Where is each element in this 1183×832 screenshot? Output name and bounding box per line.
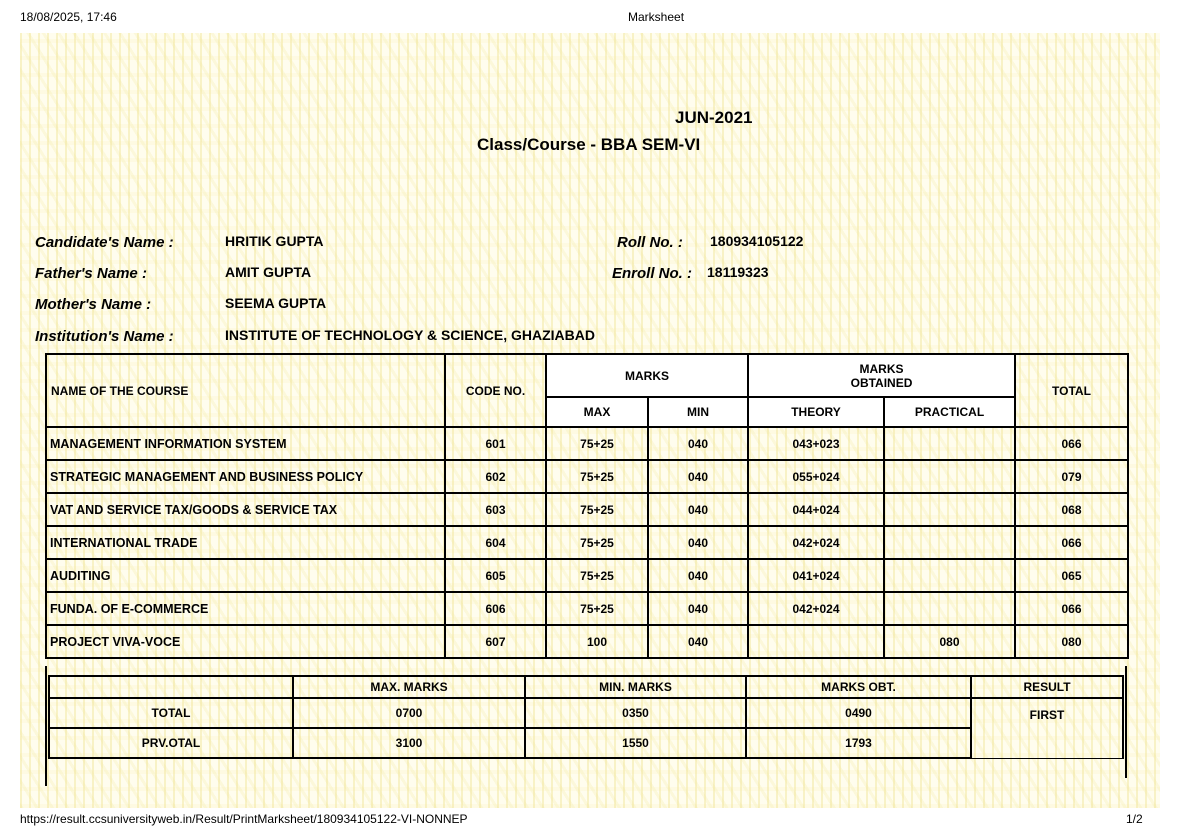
- cell-total: 080: [1015, 625, 1128, 658]
- summary-table-body: [49, 698, 1123, 758]
- cell-course: VAT AND SERVICE TAX/GOODS & SERVICE TAX: [46, 493, 445, 526]
- cell-practical: [884, 559, 1015, 592]
- print-datetime: 18/08/2025, 17:46: [20, 10, 117, 24]
- header-theory: THEORY: [748, 397, 884, 427]
- course-row: [46, 427, 1128, 460]
- cell-total: 066: [1015, 526, 1128, 559]
- cell-min: 040: [648, 526, 748, 559]
- header-min: MIN: [648, 397, 748, 427]
- summary-cell-obt: 1793: [746, 728, 971, 758]
- cell-code: 601: [445, 427, 546, 460]
- cell-code: 606: [445, 592, 546, 625]
- summary-cell-min: 0350: [525, 698, 746, 728]
- cell-course: FUNDA. OF E-COMMERCE: [46, 592, 445, 625]
- candidate-name-value: HRITIK GUPTA: [225, 233, 324, 249]
- cell-max: 75+25: [546, 526, 648, 559]
- cell-max: 75+25: [546, 559, 648, 592]
- header-code-no: CODE NO.: [445, 354, 546, 427]
- print-footer-url: https://result.ccsuniversityweb.in/Result/PrintMarksheet/180934105122-VI-NONNEP: [20, 812, 468, 826]
- cell-practical: [884, 460, 1015, 493]
- cell-max: 100: [546, 625, 648, 658]
- summary-header-min-marks: MIN. MARKS: [525, 676, 746, 698]
- cell-code: 602: [445, 460, 546, 493]
- summary-table: [48, 675, 1124, 759]
- cell-practical: [884, 526, 1015, 559]
- cell-min: 040: [648, 559, 748, 592]
- header-marks-obtained-group: [748, 354, 1015, 397]
- marks-table-body: [46, 427, 1128, 658]
- cell-min: 040: [648, 460, 748, 493]
- summary-header-result: RESULT: [971, 676, 1123, 698]
- institution-name-value: INSTITUTE OF TECHNOLOGY & SCIENCE, GHAZIABAD: [225, 327, 595, 343]
- cell-code: 607: [445, 625, 546, 658]
- marks-table: [45, 353, 1129, 659]
- result-value: FIRST: [971, 698, 1123, 758]
- course-row: [46, 493, 1128, 526]
- course-row: [46, 559, 1128, 592]
- course-row: [46, 526, 1128, 559]
- summary-header-max-marks: MAX. MARKS: [293, 676, 525, 698]
- summary-row: [49, 698, 1123, 728]
- cell-theory: 044+024: [748, 493, 884, 526]
- cell-course: STRATEGIC MANAGEMENT AND BUSINESS POLICY: [46, 460, 445, 493]
- cell-theory: 042+024: [748, 592, 884, 625]
- cell-max: 75+25: [546, 493, 648, 526]
- institution-name-label: Institution's Name :: [35, 328, 174, 345]
- cell-code: 603: [445, 493, 546, 526]
- print-document-title: Marksheet: [628, 10, 685, 24]
- header-marks-obtained-line2: OBTAINED: [850, 375, 913, 390]
- mother-name-value: SEEMA GUPTA: [225, 295, 327, 311]
- course-row: [46, 460, 1128, 493]
- header-marks-obtained-line1: MARKS: [859, 361, 904, 376]
- cell-min: 040: [648, 592, 748, 625]
- header-practical: PRACTICAL: [884, 397, 1015, 427]
- cell-theory: 042+024: [748, 526, 884, 559]
- cell-total: 066: [1015, 592, 1128, 625]
- summary-cell-label: PRV.OTAL: [49, 728, 293, 758]
- cell-course: INTERNATIONAL TRADE: [46, 526, 445, 559]
- summary-cell-min: 1550: [525, 728, 746, 758]
- cell-max: 75+25: [546, 427, 648, 460]
- summary-header-blank: [49, 676, 293, 698]
- cell-practical: 080: [884, 625, 1015, 658]
- cell-max: 75+25: [546, 592, 648, 625]
- cell-total: 066: [1015, 427, 1128, 460]
- cell-min: 040: [648, 427, 748, 460]
- mother-name-label: Mother's Name :: [35, 296, 152, 313]
- roll-no-value: 180934105122: [710, 233, 804, 249]
- cell-code: 605: [445, 559, 546, 592]
- candidate-name-label: Candidate's Name :: [35, 234, 174, 251]
- cell-theory: [748, 625, 884, 658]
- cell-max: 75+25: [546, 460, 648, 493]
- father-name-label: Father's Name :: [35, 265, 147, 282]
- cell-practical: [884, 427, 1015, 460]
- cell-theory: 041+024: [748, 559, 884, 592]
- summary-header-marks-obt: MARKS OBT.: [746, 676, 971, 698]
- class-course-title: Class/Course - BBA SEM-VI: [477, 135, 701, 154]
- header-max: MAX: [546, 397, 648, 427]
- cell-course: AUDITING: [46, 559, 445, 592]
- left-border-segment: [45, 666, 47, 786]
- father-name-value: AMIT GUPTA: [225, 264, 312, 280]
- cell-total: 068: [1015, 493, 1128, 526]
- cell-practical: [884, 493, 1015, 526]
- summary-cell-max: 0700: [293, 698, 525, 728]
- roll-no-label: Roll No. :: [617, 234, 683, 251]
- cell-theory: 043+023: [748, 427, 884, 460]
- enroll-no-label: Enroll No. :: [612, 265, 692, 282]
- summary-cell-obt: 0490: [746, 698, 971, 728]
- cell-theory: 055+024: [748, 460, 884, 493]
- summary-cell-max: 3100: [293, 728, 525, 758]
- print-page-indicator: 1/2: [1126, 812, 1143, 826]
- cell-course: PROJECT VIVA-VOCE: [46, 625, 445, 658]
- course-row: [46, 625, 1128, 658]
- course-row: [46, 592, 1128, 625]
- summary-row: [49, 728, 1123, 758]
- header-course-name: NAME OF THE COURSE: [46, 354, 445, 427]
- cell-course: MANAGEMENT INFORMATION SYSTEM: [46, 427, 445, 460]
- cell-practical: [884, 592, 1015, 625]
- summary-cell-label: TOTAL: [49, 698, 293, 728]
- header-marks-group: MARKS: [546, 354, 748, 397]
- cell-min: 040: [648, 493, 748, 526]
- cell-code: 604: [445, 526, 546, 559]
- cell-total: 065: [1015, 559, 1128, 592]
- header-total: TOTAL: [1015, 354, 1128, 427]
- cell-total: 079: [1015, 460, 1128, 493]
- marksheet-page: [20, 33, 1160, 808]
- right-border-segment: [1125, 666, 1127, 778]
- cell-min: 040: [648, 625, 748, 658]
- enroll-no-value: 18119323: [707, 264, 769, 280]
- session-title: JUN-2021: [675, 108, 753, 127]
